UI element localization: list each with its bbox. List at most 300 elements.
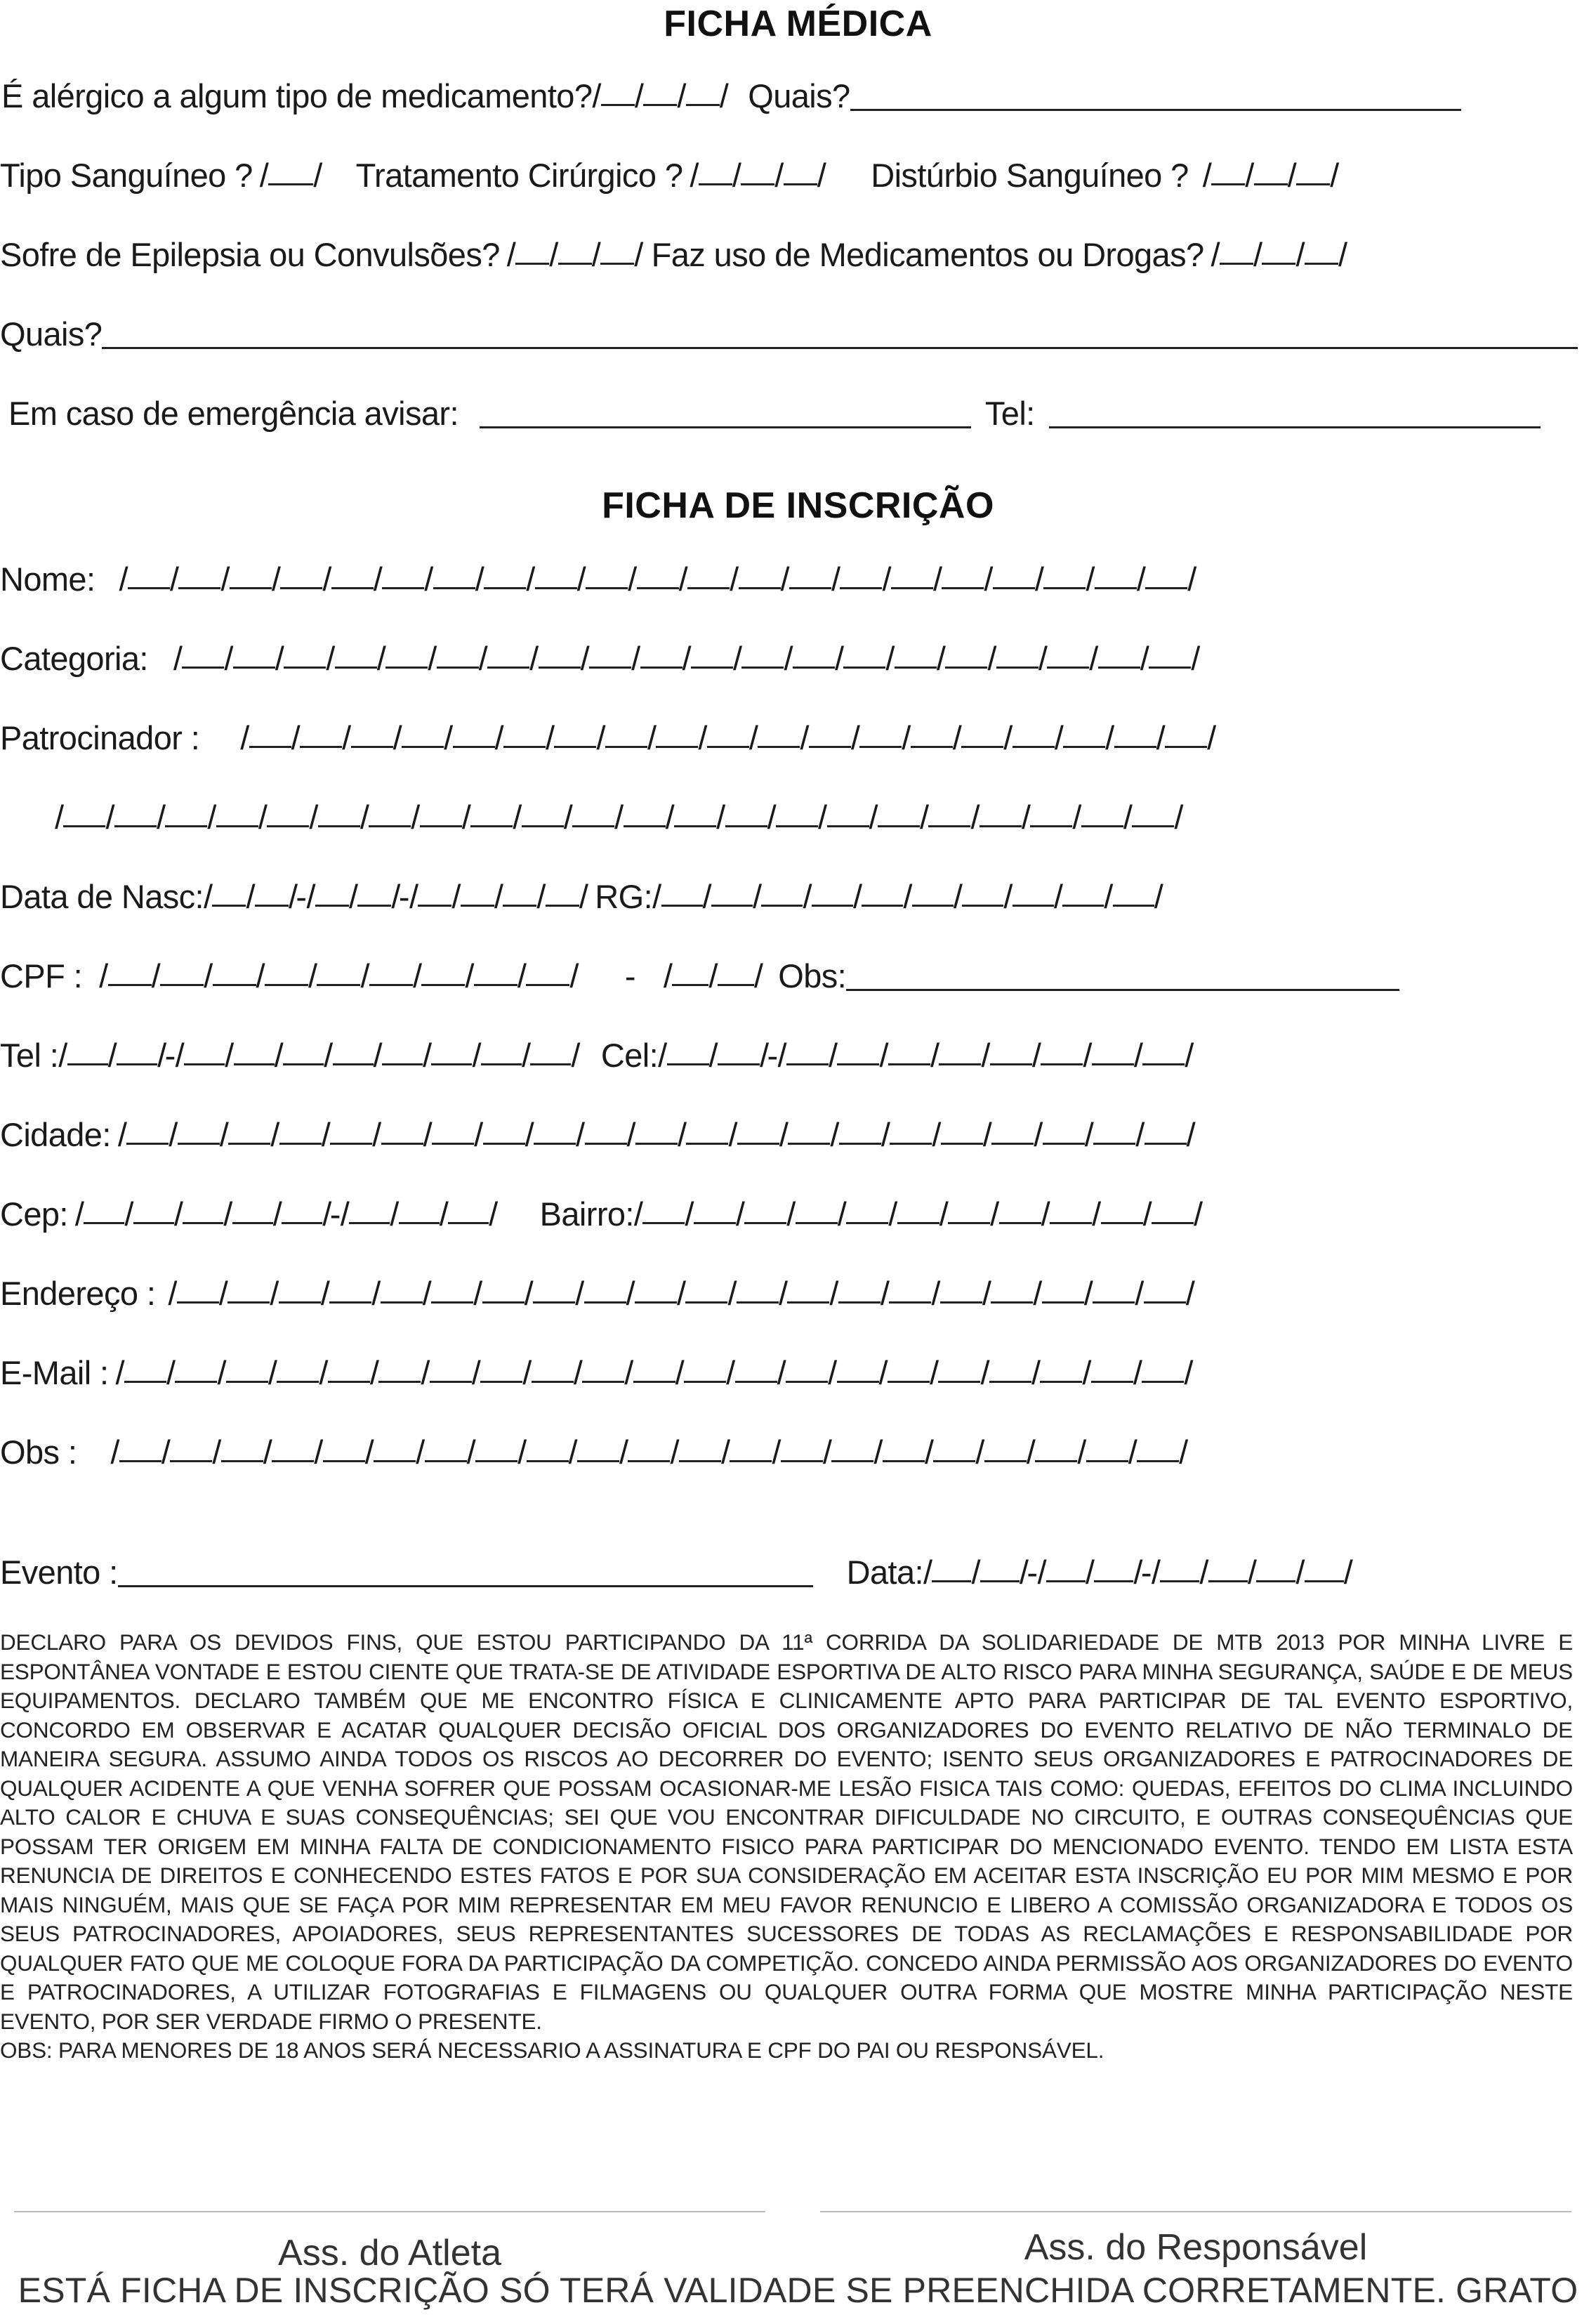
- char-box[interactable]: [1050, 1189, 1092, 1224]
- char-box[interactable]: [642, 1189, 685, 1224]
- char-box[interactable]: [730, 1427, 772, 1462]
- char-box[interactable]: [349, 1189, 390, 1224]
- char-box[interactable]: [633, 1348, 675, 1383]
- char-box[interactable]: [534, 1110, 576, 1145]
- char-box[interactable]: [117, 1030, 157, 1065]
- char-box[interactable]: [912, 872, 954, 907]
- char-box[interactable]: [63, 792, 105, 827]
- category-boxes[interactable]: / / / / / / / / / / / / / / / / / / / / /: [173, 633, 1200, 675]
- char-box[interactable]: [268, 150, 313, 185]
- char-box[interactable]: [178, 554, 220, 589]
- char-box[interactable]: [184, 1030, 225, 1065]
- char-box[interactable]: [1211, 150, 1245, 185]
- char-box[interactable]: [487, 633, 529, 669]
- char-box[interactable]: [941, 1110, 983, 1145]
- char-box[interactable]: [962, 872, 1003, 907]
- char-box[interactable]: [126, 1110, 169, 1145]
- char-box[interactable]: [483, 1110, 525, 1145]
- char-box[interactable]: [329, 1268, 371, 1304]
- char-box[interactable]: [984, 1427, 1027, 1462]
- char-box[interactable]: [128, 554, 170, 589]
- char-box[interactable]: [228, 1110, 270, 1145]
- char-box[interactable]: [786, 1030, 829, 1065]
- char-box[interactable]: [402, 713, 444, 748]
- char-box[interactable]: [133, 1189, 174, 1224]
- char-box[interactable]: [911, 713, 953, 748]
- char-box[interactable]: [1062, 872, 1104, 907]
- char-box[interactable]: [685, 1268, 727, 1304]
- char-box[interactable]: [928, 792, 970, 827]
- char-box[interactable]: [335, 633, 377, 669]
- char-box[interactable]: [1043, 554, 1086, 589]
- char-box[interactable]: [1262, 230, 1295, 265]
- char-box[interactable]: [843, 633, 885, 669]
- char-box[interactable]: [527, 1427, 569, 1462]
- char-box[interactable]: [272, 1427, 314, 1462]
- char-box[interactable]: [1092, 1030, 1134, 1065]
- char-box[interactable]: [1013, 872, 1054, 907]
- epilepsy-answer-boxes[interactable]: / / / /: [507, 230, 643, 271]
- char-box[interactable]: [840, 554, 882, 589]
- char-box[interactable]: [718, 1030, 760, 1065]
- sponsor-boxes-line-2[interactable]: / / / / / / / / / / / / / / / / / / / / / / /: [55, 792, 1183, 834]
- char-box[interactable]: [990, 1030, 1032, 1065]
- char-box[interactable]: [661, 872, 703, 907]
- char-box[interactable]: [399, 1189, 440, 1224]
- char-box[interactable]: [989, 1348, 1031, 1383]
- char-box[interactable]: [1040, 1348, 1082, 1383]
- char-box[interactable]: [1013, 713, 1055, 748]
- char-box[interactable]: [942, 554, 984, 589]
- char-box[interactable]: [744, 1189, 786, 1224]
- char-box[interactable]: [357, 872, 391, 907]
- char-box[interactable]: [584, 1268, 626, 1304]
- char-box[interactable]: [837, 1030, 879, 1065]
- char-box[interactable]: [277, 1348, 319, 1383]
- char-box[interactable]: [418, 872, 451, 907]
- char-box[interactable]: [421, 951, 465, 986]
- char-box[interactable]: [374, 1427, 416, 1462]
- char-box[interactable]: [420, 792, 462, 827]
- cpf-digit-boxes[interactable]: - / / /: [597, 951, 763, 992]
- char-box[interactable]: [279, 1268, 321, 1304]
- char-box[interactable]: [170, 1427, 212, 1462]
- name-label: Nome:: [0, 560, 95, 598]
- char-box[interactable]: [996, 633, 1038, 669]
- char-box[interactable]: [160, 951, 204, 986]
- char-box[interactable]: [333, 1030, 374, 1065]
- char-box[interactable]: [1101, 1189, 1143, 1224]
- char-box[interactable]: [1063, 713, 1105, 748]
- surgery-answer-boxes[interactable]: / / / /: [690, 150, 826, 192]
- drugs-answer-boxes[interactable]: / / / /: [1211, 230, 1347, 271]
- char-box[interactable]: [431, 1030, 472, 1065]
- birth-day-boxes[interactable]: / / /: [204, 872, 297, 913]
- char-box[interactable]: [351, 713, 393, 748]
- char-box[interactable]: [589, 633, 631, 669]
- event-day-boxes[interactable]: / / /: [923, 1547, 1028, 1589]
- char-box[interactable]: [233, 633, 275, 669]
- allergy-which-input[interactable]: [850, 76, 1461, 111]
- char-box[interactable]: [624, 792, 666, 827]
- char-box[interactable]: [284, 633, 326, 669]
- char-box[interactable]: [522, 792, 564, 827]
- char-box[interactable]: [1047, 633, 1089, 669]
- char-box[interactable]: [554, 713, 596, 748]
- char-box[interactable]: [84, 1189, 124, 1224]
- char-box[interactable]: [378, 1348, 421, 1383]
- char-box[interactable]: [119, 1427, 161, 1462]
- char-box[interactable]: [212, 872, 246, 907]
- char-box[interactable]: [475, 1427, 517, 1462]
- char-box[interactable]: [999, 1189, 1041, 1224]
- char-box[interactable]: [1035, 1427, 1077, 1462]
- char-box[interactable]: [586, 554, 628, 589]
- emergency-tel-input[interactable]: [1049, 393, 1541, 428]
- char-box[interactable]: [175, 1348, 217, 1383]
- char-box[interactable]: [535, 554, 577, 589]
- char-box[interactable]: [725, 792, 767, 827]
- char-box[interactable]: [230, 554, 272, 589]
- char-box[interactable]: [897, 1189, 939, 1224]
- char-box[interactable]: [672, 951, 708, 986]
- char-box[interactable]: [530, 1030, 571, 1065]
- category-row: [0, 626, 1596, 675]
- char-box[interactable]: [165, 792, 207, 827]
- char-box[interactable]: [1208, 1547, 1248, 1582]
- char-box[interactable]: [381, 1110, 423, 1145]
- char-box[interactable]: [1144, 1268, 1186, 1304]
- event-month-boxes[interactable]: -/ / /: [1027, 1547, 1142, 1589]
- char-box[interactable]: [628, 1427, 670, 1462]
- char-box[interactable]: [940, 1268, 982, 1304]
- char-box[interactable]: [980, 792, 1022, 827]
- char-box[interactable]: [317, 951, 360, 986]
- char-box[interactable]: [1149, 633, 1191, 669]
- rg-boxes[interactable]: / / / / / / / / / / /: [652, 872, 1163, 913]
- char-box[interactable]: [482, 1268, 525, 1304]
- cel-label: Cel:: [600, 1037, 659, 1074]
- char-box[interactable]: [453, 713, 495, 748]
- char-box[interactable]: [503, 872, 536, 907]
- char-box[interactable]: [809, 713, 851, 748]
- char-box[interactable]: [279, 1110, 322, 1145]
- char-box[interactable]: [1220, 230, 1253, 265]
- char-box[interactable]: [213, 951, 256, 986]
- name-boxes[interactable]: / / / / / / / / / / / / / / / / / / / / / /: [119, 554, 1196, 596]
- emergency-contact-input[interactable]: [480, 393, 971, 428]
- char-box[interactable]: [862, 872, 903, 907]
- char-box[interactable]: [776, 792, 818, 827]
- cep-suffix-boxes[interactable]: -/ / / /: [330, 1189, 498, 1230]
- char-box[interactable]: [1152, 1189, 1194, 1224]
- char-box[interactable]: [737, 1110, 779, 1145]
- char-box[interactable]: [735, 1348, 777, 1383]
- char-box[interactable]: [503, 713, 546, 748]
- event-input[interactable]: [118, 1552, 813, 1587]
- char-box[interactable]: [739, 554, 781, 589]
- char-box[interactable]: [558, 230, 592, 265]
- char-box[interactable]: [831, 1427, 873, 1462]
- char-box[interactable]: [1305, 230, 1338, 265]
- char-box[interactable]: [282, 1189, 322, 1224]
- char-box[interactable]: [784, 150, 817, 185]
- char-box[interactable]: [788, 1110, 830, 1145]
- tel-number-boxes[interactable]: -/ / / / / / / / /: [165, 1030, 580, 1072]
- char-box[interactable]: [227, 1268, 270, 1304]
- sponsor-boxes[interactable]: / / / / / / / / / / / / / / / / / / / /: [240, 713, 1215, 754]
- char-box[interactable]: [481, 1030, 522, 1065]
- char-box[interactable]: [1145, 1110, 1187, 1145]
- char-box[interactable]: [178, 1110, 220, 1145]
- char-box[interactable]: [699, 150, 732, 185]
- char-box[interactable]: [433, 554, 475, 589]
- cel-number-boxes[interactable]: -/ / / / / / / / /: [767, 1030, 1193, 1072]
- char-box[interactable]: [249, 713, 291, 748]
- char-box[interactable]: [369, 792, 411, 827]
- char-box[interactable]: [1081, 792, 1123, 827]
- char-box[interactable]: [980, 1547, 1020, 1582]
- char-box[interactable]: [532, 1348, 574, 1383]
- char-box[interactable]: [883, 1427, 925, 1462]
- char-box[interactable]: [741, 633, 784, 669]
- char-box[interactable]: [533, 1268, 575, 1304]
- char-box[interactable]: [216, 792, 258, 827]
- char-box[interactable]: [515, 230, 549, 265]
- char-box[interactable]: [1256, 1547, 1295, 1582]
- char-box[interactable]: [895, 633, 937, 669]
- char-box[interactable]: [369, 951, 413, 986]
- char-box[interactable]: [430, 1348, 472, 1383]
- char-box[interactable]: [255, 872, 289, 907]
- char-box[interactable]: [1046, 1547, 1086, 1582]
- char-box[interactable]: [786, 1348, 828, 1383]
- char-box[interactable]: [761, 872, 803, 907]
- char-box[interactable]: [1137, 1427, 1179, 1462]
- char-box[interactable]: [1093, 1268, 1135, 1304]
- event-year-boxes[interactable]: -/ / / / /: [1141, 1547, 1352, 1589]
- char-box[interactable]: [431, 1268, 473, 1304]
- birth-month-boxes[interactable]: -/ / /: [296, 872, 400, 913]
- char-box[interactable]: [1043, 1110, 1085, 1145]
- char-box[interactable]: [1114, 713, 1156, 748]
- char-box[interactable]: [605, 713, 647, 748]
- cel-ddd-boxes[interactable]: / / /: [658, 1030, 768, 1072]
- char-box[interactable]: [711, 872, 753, 907]
- char-box[interactable]: [1030, 792, 1072, 827]
- char-box[interactable]: [182, 633, 224, 669]
- char-box[interactable]: [177, 1268, 219, 1304]
- char-box[interactable]: [232, 1189, 273, 1224]
- birth-year-boxes[interactable]: -/ / / / /: [399, 872, 588, 913]
- char-box[interactable]: [265, 951, 308, 986]
- guardian-signature-line[interactable]: [820, 2211, 1571, 2212]
- char-box[interactable]: [323, 1427, 365, 1462]
- char-box[interactable]: [948, 1189, 990, 1224]
- char-box[interactable]: [474, 951, 517, 986]
- char-box[interactable]: [114, 792, 157, 827]
- char-box[interactable]: [183, 1189, 223, 1224]
- char-box[interactable]: [939, 1030, 981, 1065]
- char-box[interactable]: [461, 872, 494, 907]
- char-box[interactable]: [889, 1268, 931, 1304]
- char-box[interactable]: [938, 1348, 980, 1383]
- char-box[interactable]: [635, 1268, 677, 1304]
- char-box[interactable]: [318, 792, 360, 827]
- char-box[interactable]: [385, 633, 428, 669]
- char-box[interactable]: [718, 951, 754, 986]
- char-box[interactable]: [878, 792, 920, 827]
- city-boxes[interactable]: / / / / / / / / / / / / / / / / / / / / / /: [118, 1110, 1195, 1151]
- char-box[interactable]: [674, 792, 716, 827]
- char-box[interactable]: [1305, 1547, 1344, 1582]
- which-input[interactable]: [102, 314, 1578, 349]
- char-box[interactable]: [812, 872, 853, 907]
- char-box[interactable]: [382, 554, 424, 589]
- address-boxes[interactable]: / / / / / / / / / / / / / / / / / / / / /: [168, 1268, 1194, 1310]
- char-box[interactable]: [656, 713, 698, 748]
- char-box[interactable]: [585, 1110, 627, 1145]
- char-box[interactable]: [484, 554, 526, 589]
- char-box[interactable]: [888, 1030, 930, 1065]
- char-box[interactable]: [890, 1110, 932, 1145]
- char-box[interactable]: [267, 792, 309, 827]
- char-box[interactable]: [827, 792, 869, 827]
- athlete-signature-line[interactable]: [14, 2211, 765, 2212]
- char-box[interactable]: [837, 1348, 879, 1383]
- char-box[interactable]: [932, 1547, 971, 1582]
- char-box[interactable]: [859, 713, 902, 748]
- char-box[interactable]: [382, 1030, 423, 1065]
- char-box[interactable]: [637, 554, 679, 589]
- char-box[interactable]: [933, 1427, 975, 1462]
- char-box[interactable]: [1142, 1348, 1184, 1383]
- char-box[interactable]: [600, 230, 634, 265]
- char-box[interactable]: [891, 554, 933, 589]
- char-box[interactable]: [425, 1427, 467, 1462]
- blood-type-boxes[interactable]: / /: [260, 150, 322, 192]
- char-box[interactable]: [1094, 1547, 1133, 1582]
- char-box[interactable]: [1095, 554, 1137, 589]
- char-box[interactable]: [945, 633, 987, 669]
- char-box[interactable]: [1113, 872, 1154, 907]
- char-box[interactable]: [328, 1348, 370, 1383]
- event-label: Evento :: [0, 1554, 118, 1591]
- char-box[interactable]: [108, 951, 152, 986]
- char-box[interactable]: [470, 792, 513, 827]
- char-box[interactable]: [640, 633, 682, 669]
- char-box[interactable]: [991, 1268, 1033, 1304]
- char-box[interactable]: [1165, 713, 1207, 748]
- char-box[interactable]: [280, 554, 322, 589]
- char-box[interactable]: [686, 1110, 728, 1145]
- char-box[interactable]: [781, 1427, 823, 1462]
- char-box[interactable]: [741, 150, 774, 185]
- char-box[interactable]: [226, 1348, 268, 1383]
- char-box[interactable]: [526, 951, 569, 986]
- char-box[interactable]: [686, 71, 720, 106]
- char-box[interactable]: [546, 872, 579, 907]
- char-box[interactable]: [283, 1030, 324, 1065]
- char-box[interactable]: [707, 713, 749, 748]
- char-box[interactable]: [635, 1110, 678, 1145]
- char-box[interactable]: [789, 554, 831, 589]
- char-box[interactable]: [381, 1268, 423, 1304]
- char-box[interactable]: [846, 1189, 888, 1224]
- char-box[interactable]: [300, 713, 342, 748]
- char-box[interactable]: [838, 1268, 881, 1304]
- char-box[interactable]: [684, 1348, 726, 1383]
- char-box[interactable]: [315, 872, 349, 907]
- char-box[interactable]: [448, 1189, 489, 1224]
- char-box[interactable]: [432, 1110, 474, 1145]
- char-box[interactable]: [1042, 1268, 1084, 1304]
- char-box[interactable]: [1142, 1030, 1185, 1065]
- char-box[interactable]: [1132, 792, 1174, 827]
- char-box[interactable]: [679, 1427, 721, 1462]
- char-box[interactable]: [888, 1348, 930, 1383]
- char-box[interactable]: [796, 1189, 838, 1224]
- email-boxes[interactable]: / / / / / / / / / / / / / / / / / / / / / /: [116, 1348, 1193, 1389]
- cep-boxes[interactable]: / / / / / /: [75, 1189, 331, 1230]
- cpf-obs-input[interactable]: [846, 956, 1399, 991]
- blood-disorder-answer-boxes[interactable]: / / / /: [1203, 150, 1339, 192]
- char-box[interactable]: [1041, 1030, 1083, 1065]
- char-box[interactable]: [691, 633, 733, 669]
- char-box[interactable]: [437, 633, 479, 669]
- char-box[interactable]: [480, 1348, 522, 1383]
- char-box[interactable]: [694, 1189, 736, 1224]
- char-box[interactable]: [1145, 554, 1187, 589]
- char-box[interactable]: [221, 1427, 263, 1462]
- obs-boxes[interactable]: / / / / / / / / / / / / / / / / / / / / / /: [110, 1427, 1187, 1469]
- char-box[interactable]: [1091, 1348, 1133, 1383]
- char-box[interactable]: [67, 1030, 108, 1065]
- char-box[interactable]: [1093, 1110, 1135, 1145]
- char-box[interactable]: [331, 554, 374, 589]
- char-box[interactable]: [991, 1110, 1034, 1145]
- cpf-boxes[interactable]: / / / / / / / / / /: [99, 951, 579, 992]
- char-box[interactable]: [839, 1110, 881, 1145]
- char-box[interactable]: [124, 1348, 166, 1383]
- char-box[interactable]: [737, 1268, 779, 1304]
- char-box[interactable]: [234, 1030, 275, 1065]
- char-box[interactable]: [330, 1110, 372, 1145]
- char-box[interactable]: [1296, 150, 1330, 185]
- char-box[interactable]: [577, 1427, 619, 1462]
- tel-ddd-boxes[interactable]: / / /: [58, 1030, 166, 1072]
- char-box[interactable]: [961, 713, 1003, 748]
- bairro-boxes[interactable]: / / / / / / / / / / / /: [634, 1189, 1203, 1230]
- char-box[interactable]: [582, 1348, 624, 1383]
- char-box[interactable]: [787, 1268, 829, 1304]
- char-box[interactable]: [1254, 150, 1288, 185]
- char-box[interactable]: [539, 633, 581, 669]
- char-box[interactable]: [758, 713, 800, 748]
- char-box[interactable]: [572, 792, 614, 827]
- char-box[interactable]: [993, 554, 1035, 589]
- char-box[interactable]: [1160, 1547, 1199, 1582]
- char-box[interactable]: [601, 71, 635, 106]
- char-box[interactable]: [1086, 1427, 1128, 1462]
- allergy-answer-boxes[interactable]: / / / /: [592, 71, 728, 112]
- char-box[interactable]: [687, 554, 730, 589]
- epilepsy-row: [0, 222, 1596, 271]
- char-box[interactable]: [667, 1030, 709, 1065]
- char-box[interactable]: [1098, 633, 1140, 669]
- char-box[interactable]: [643, 71, 677, 106]
- char-box[interactable]: [793, 633, 835, 669]
